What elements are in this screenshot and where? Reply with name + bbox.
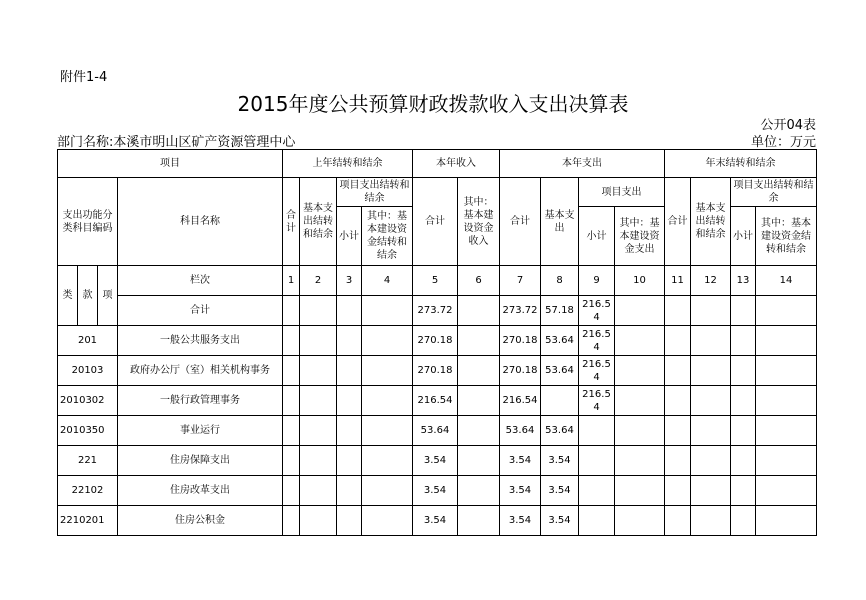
attachment-label: 附件1-4 xyxy=(60,70,108,85)
cell xyxy=(691,296,731,326)
cell xyxy=(756,296,817,326)
header-expense-basic: 基本支出 xyxy=(541,178,579,266)
column-number: 6 xyxy=(458,266,500,296)
cell xyxy=(756,326,817,356)
cell xyxy=(579,446,615,476)
cell xyxy=(283,506,300,536)
cell xyxy=(756,446,817,476)
cell xyxy=(579,416,615,446)
cell xyxy=(615,326,665,356)
header-end-project: 项目支出结转和结余 xyxy=(731,178,817,207)
cell xyxy=(756,416,817,446)
cell: 3.54 xyxy=(500,506,541,536)
cell xyxy=(541,386,579,416)
header-kuan: 款 xyxy=(78,266,98,326)
cell: 3.54 xyxy=(413,446,458,476)
row-name: 住房公积金 xyxy=(118,506,283,536)
header-end-basic: 基本支出结转和结余 xyxy=(691,178,731,266)
header-prev-subtotal: 小计 xyxy=(337,207,362,266)
column-number: 12 xyxy=(691,266,731,296)
row-code: 2010302 xyxy=(58,386,118,416)
cell: 3.54 xyxy=(500,446,541,476)
header-lei: 类 xyxy=(58,266,78,326)
column-number: 5 xyxy=(413,266,458,296)
header-expense-subtotal: 小计 xyxy=(579,207,615,266)
cell xyxy=(665,296,691,326)
cell xyxy=(337,416,362,446)
cell xyxy=(731,446,756,476)
header-income-capital: 其中：基本建设资金收入 xyxy=(458,178,500,266)
cell xyxy=(362,446,413,476)
row-code: 201 xyxy=(58,326,118,356)
column-row-label: 栏次 xyxy=(118,266,283,296)
table-row xyxy=(58,476,817,506)
cell: 3.54 xyxy=(541,446,579,476)
row-name: 一般公共服务支出 xyxy=(118,326,283,356)
cell: 216.54 xyxy=(500,386,541,416)
cell xyxy=(362,416,413,446)
header-expense-project: 项目支出 xyxy=(579,178,665,207)
cell: 3.54 xyxy=(541,476,579,506)
cell xyxy=(579,476,615,506)
cell xyxy=(615,446,665,476)
cell: 270.18 xyxy=(500,356,541,386)
column-number: 3 xyxy=(337,266,362,296)
cell xyxy=(665,476,691,506)
column-number: 4 xyxy=(362,266,413,296)
row-name: 一般行政管理事务 xyxy=(118,386,283,416)
cell xyxy=(337,386,362,416)
cell xyxy=(337,296,362,326)
cell xyxy=(665,326,691,356)
row-code: 221 xyxy=(58,446,118,476)
cell: 270.18 xyxy=(413,356,458,386)
cell: 216.54 xyxy=(579,326,615,356)
cell xyxy=(283,326,300,356)
header-cur-expense: 本年支出 xyxy=(500,150,665,178)
cell: 216.54 xyxy=(579,386,615,416)
header-end-total: 合计 xyxy=(665,178,691,266)
cell: 216.54 xyxy=(413,386,458,416)
cell xyxy=(283,386,300,416)
column-number: 14 xyxy=(756,266,817,296)
header-prev-total: 合计 xyxy=(283,178,300,266)
unit-label: 单位：万元 xyxy=(750,135,816,150)
department-name: 部门名称:本溪市明山区矿产资源管理中心 xyxy=(57,135,296,150)
cell xyxy=(731,326,756,356)
cell xyxy=(665,506,691,536)
cell xyxy=(362,476,413,506)
cell xyxy=(362,296,413,326)
cell xyxy=(756,476,817,506)
cell: 273.72 xyxy=(500,296,541,326)
row-code: 2210201 xyxy=(58,506,118,536)
column-number: 2 xyxy=(300,266,337,296)
header-end-subtotal: 小计 xyxy=(731,207,756,266)
header-xiang: 项 xyxy=(98,266,118,326)
cell xyxy=(615,386,665,416)
cell: 53.64 xyxy=(500,416,541,446)
cell xyxy=(362,386,413,416)
header-end-carry: 年末结转和结余 xyxy=(665,150,817,178)
column-number: 1 xyxy=(283,266,300,296)
cell xyxy=(283,476,300,506)
cell xyxy=(283,356,300,386)
table-row xyxy=(58,386,817,416)
cell: 216.54 xyxy=(579,356,615,386)
cell xyxy=(300,446,337,476)
cell xyxy=(458,446,500,476)
header-end-capital: 其中：基本建设资金结转和结余 xyxy=(756,207,817,266)
page-title: 2015年度公共预算财政拨款收入支出决算表 xyxy=(237,92,629,116)
cell xyxy=(731,506,756,536)
cell xyxy=(579,506,615,536)
header-cur-income: 本年收入 xyxy=(413,150,500,178)
header-expense-capital: 其中：基本建设资金支出 xyxy=(615,207,665,266)
cell xyxy=(458,326,500,356)
cell xyxy=(665,356,691,386)
cell xyxy=(300,506,337,536)
row-code: 2010350 xyxy=(58,416,118,446)
cell xyxy=(691,326,731,356)
cell xyxy=(300,326,337,356)
cell: 3.54 xyxy=(413,506,458,536)
column-number: 8 xyxy=(541,266,579,296)
cell xyxy=(691,506,731,536)
column-number: 11 xyxy=(665,266,691,296)
header-prev-capital: 其中：基本建设资金结转和结余 xyxy=(362,207,413,266)
row-name: 住房保障支出 xyxy=(118,446,283,476)
header-func-code: 支出功能分类科目编码 xyxy=(58,178,118,266)
cell: 273.72 xyxy=(413,296,458,326)
cell xyxy=(458,416,500,446)
cell xyxy=(665,446,691,476)
cell: 270.18 xyxy=(500,326,541,356)
cell xyxy=(337,476,362,506)
cell xyxy=(300,416,337,446)
cell xyxy=(691,416,731,446)
cell xyxy=(615,476,665,506)
column-number: 10 xyxy=(615,266,665,296)
cell xyxy=(731,296,756,326)
cell xyxy=(731,386,756,416)
cell: 216.54 xyxy=(579,296,615,326)
budget-table xyxy=(57,149,817,536)
cell xyxy=(300,296,337,326)
cell xyxy=(362,506,413,536)
cell xyxy=(731,476,756,506)
row-name: 政府办公厅（室）相关机构事务 xyxy=(118,356,283,386)
cell: 53.64 xyxy=(541,416,579,446)
form-number: 公开04表 xyxy=(760,118,816,133)
cell xyxy=(337,326,362,356)
cell xyxy=(458,356,500,386)
cell xyxy=(283,296,300,326)
cell: 53.64 xyxy=(541,356,579,386)
cell xyxy=(691,356,731,386)
cell xyxy=(615,296,665,326)
header-prev-carry: 上年结转和结余 xyxy=(283,150,413,178)
cell: 3.54 xyxy=(413,476,458,506)
cell xyxy=(300,386,337,416)
cell: 53.64 xyxy=(413,416,458,446)
cell xyxy=(691,446,731,476)
cell xyxy=(362,326,413,356)
cell xyxy=(615,356,665,386)
row-name: 事业运行 xyxy=(118,416,283,446)
cell xyxy=(615,416,665,446)
column-number: 13 xyxy=(731,266,756,296)
header-expense-total: 合计 xyxy=(500,178,541,266)
cell: 270.18 xyxy=(413,326,458,356)
table-row-total xyxy=(58,296,817,326)
header-item: 项目 xyxy=(58,150,283,178)
cell xyxy=(731,416,756,446)
cell xyxy=(665,386,691,416)
cell xyxy=(337,356,362,386)
cell xyxy=(691,476,731,506)
cell xyxy=(691,386,731,416)
cell xyxy=(300,476,337,506)
header-prev-project: 项目支出结转和结余 xyxy=(337,178,413,207)
cell: 3.54 xyxy=(541,506,579,536)
cell xyxy=(731,356,756,386)
cell xyxy=(665,416,691,446)
cell xyxy=(283,446,300,476)
cell xyxy=(458,296,500,326)
cell xyxy=(362,356,413,386)
row-name: 合计 xyxy=(118,296,283,326)
cell xyxy=(756,356,817,386)
cell xyxy=(283,416,300,446)
cell xyxy=(300,356,337,386)
cell xyxy=(458,386,500,416)
cell xyxy=(756,506,817,536)
table-row xyxy=(58,506,817,536)
header-income-total: 合计 xyxy=(413,178,458,266)
cell xyxy=(458,506,500,536)
cell xyxy=(458,476,500,506)
cell: 3.54 xyxy=(500,476,541,506)
cell xyxy=(337,446,362,476)
cell xyxy=(337,506,362,536)
row-name: 住房改革支出 xyxy=(118,476,283,506)
header-prev-basic: 基本支出结转和结余 xyxy=(300,178,337,266)
table-row xyxy=(58,326,817,356)
table-row xyxy=(58,446,817,476)
column-number: 7 xyxy=(500,266,541,296)
header-subject-name: 科目名称 xyxy=(118,178,283,266)
row-code: 22102 xyxy=(58,476,118,506)
cell xyxy=(615,506,665,536)
cell xyxy=(756,386,817,416)
column-number: 9 xyxy=(579,266,615,296)
row-code: 20103 xyxy=(58,356,118,386)
cell: 53.64 xyxy=(541,326,579,356)
cell: 57.18 xyxy=(541,296,579,326)
table-row xyxy=(58,416,817,446)
table-row xyxy=(58,356,817,386)
